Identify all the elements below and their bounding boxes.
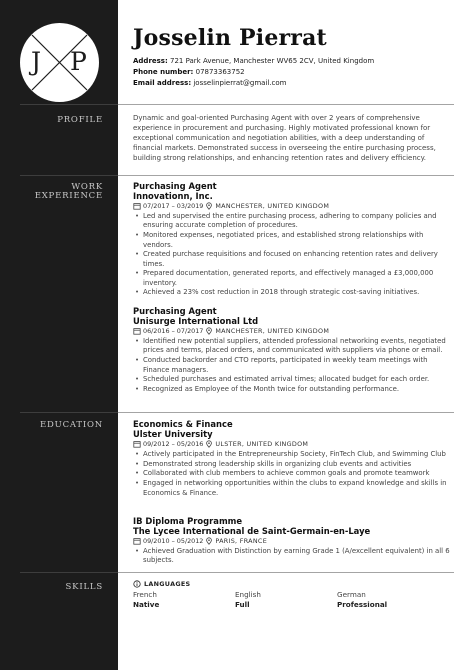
language-name: English bbox=[235, 590, 261, 599]
employer: Innovationn, Inc. bbox=[133, 191, 213, 201]
work-entry bbox=[133, 306, 451, 395]
language-name: German bbox=[337, 590, 366, 599]
contact-email bbox=[133, 78, 287, 89]
section-label-education: EDUCATION bbox=[40, 420, 103, 430]
candidate-name: Josselin Pierrat bbox=[133, 25, 327, 51]
education-location: ULSTER, UNITED KINGDOM bbox=[215, 440, 309, 448]
job-meta bbox=[133, 201, 451, 211]
avatar-initial-first: J bbox=[31, 47, 42, 76]
education-bullets bbox=[133, 450, 451, 498]
divider-profile bbox=[20, 104, 454, 105]
calendar-icon bbox=[133, 440, 141, 448]
list-item: • Created purchase requisitions and focused on enhancing retention rates and delivery times. bbox=[133, 250, 451, 269]
location-pin-icon bbox=[205, 202, 213, 210]
section-label-work-line1: WORK bbox=[71, 182, 103, 192]
location-pin-icon bbox=[205, 440, 213, 448]
divider-education bbox=[20, 412, 454, 413]
degree-title: IB Diploma Programme bbox=[133, 516, 243, 526]
education-entry bbox=[133, 516, 451, 566]
language-item bbox=[235, 590, 335, 610]
contact-phone bbox=[133, 67, 245, 78]
section-label-profile: PROFILE bbox=[57, 115, 103, 125]
job-meta bbox=[133, 326, 451, 336]
education-location: PARIS, FRANCE bbox=[215, 537, 268, 545]
calendar-icon bbox=[133, 202, 141, 210]
list-item: • Engaged in networking opportunities within the clubs to expand knowledge and skills in Economics & Finance. bbox=[133, 479, 451, 498]
language-item bbox=[337, 590, 437, 610]
avatar-initial-last: P bbox=[70, 47, 87, 76]
institution: The Lycee International de Saint-Germain-en-Laye bbox=[133, 526, 371, 536]
job-location: MANCHESTER, UNITED KINGDOM bbox=[215, 327, 330, 335]
languages-heading-text: LANGUAGES bbox=[144, 580, 191, 588]
institution: Ulster University bbox=[133, 429, 213, 439]
list-item: • Scheduled purchases and estimated arrival times; allocated budget for each order. bbox=[133, 375, 451, 384]
contact-address bbox=[133, 56, 374, 67]
section-label-work-line2: EXPERIENCE bbox=[34, 191, 103, 201]
calendar-icon bbox=[133, 327, 141, 335]
degree-title: Economics & Finance bbox=[133, 419, 233, 429]
info-icon bbox=[133, 580, 141, 588]
education-meta bbox=[133, 536, 451, 546]
phone-value: 07873363752 bbox=[195, 68, 245, 76]
education-entry bbox=[133, 419, 451, 498]
location-pin-icon bbox=[205, 327, 213, 335]
avatar bbox=[20, 23, 99, 102]
education-bullets bbox=[133, 547, 451, 566]
language-name: French bbox=[133, 590, 157, 599]
list-item: • Achieved a 23% cost reduction in 2018 through strategic cost-saving initiatives. bbox=[133, 288, 451, 297]
divider-skills bbox=[20, 572, 454, 573]
profile-summary: Dynamic and goal-oriented Purchasing Agent with over 2 years of comprehensive experience in procurement and purchasing. Highly motivated professional known for exceptional communication and negotiation abilities, with a deep understanding of financial markets. Demonstrated success in overseeing the entire purchasing process, building strong relationships, and enhancing retention rates and delivery efficiency. bbox=[133, 114, 436, 163]
email-label: Email address: bbox=[133, 79, 192, 87]
education-dates: 09/2012 – 05/2016 bbox=[143, 440, 204, 448]
list-item: • Identified new potential suppliers, attended professional networking events, negotiated prices and terms, placed orders, and communicated with suppliers via phone or email. bbox=[133, 337, 451, 356]
email-value: josselinpierrat@gmail.com bbox=[193, 79, 287, 87]
education-dates: 09/2010 – 05/2012 bbox=[143, 537, 204, 545]
list-item: • Demonstrated strong leadership skills in organizing club events and activities bbox=[133, 460, 451, 469]
list-item: • Conducted backorder and CTO reports, participated in weekly team meetings with Finance managers. bbox=[133, 356, 451, 375]
language-level: Full bbox=[235, 600, 250, 609]
language-level: Native bbox=[133, 600, 160, 609]
language-item bbox=[133, 590, 233, 610]
job-location: MANCHESTER, UNITED KINGDOM bbox=[215, 202, 330, 210]
address-value: 721 Park Avenue, Manchester WV65 2CV, United Kingdom bbox=[170, 57, 375, 65]
divider-work bbox=[20, 175, 454, 176]
job-dates: 07/2017 – 03/2019 bbox=[143, 202, 204, 210]
list-item: • Led and supervised the entire purchasing process, adhering to company policies and ensuring accurate completion of procedures. bbox=[133, 212, 451, 231]
languages-heading bbox=[133, 580, 190, 588]
employer: Unisurge International Ltd bbox=[133, 316, 259, 326]
language-level: Professional bbox=[337, 600, 388, 609]
education-meta bbox=[133, 439, 451, 449]
address-label: Address: bbox=[133, 57, 168, 65]
list-item: • Prepared documentation, generated reports, and effectively managed a £3,000,000 inventory. bbox=[133, 269, 451, 288]
list-item: • Collaborated with club members to achieve common goals and promote teamwork bbox=[133, 469, 451, 478]
job-bullets bbox=[133, 337, 451, 394]
list-item: • Achieved Graduation with Distinction by earning Grade 1 (A/excellent equivalent) in all 6 subjects. bbox=[133, 547, 451, 566]
calendar-icon bbox=[133, 537, 141, 545]
job-title: Purchasing Agent bbox=[133, 181, 217, 191]
phone-label: Phone number: bbox=[133, 68, 194, 76]
job-dates: 06/2016 – 07/2017 bbox=[143, 327, 204, 335]
section-label-skills: SKILLS bbox=[65, 582, 103, 592]
list-item: • Monitored expenses, negotiated prices, and established strong relationships with vendors. bbox=[133, 231, 451, 250]
job-title: Purchasing Agent bbox=[133, 306, 217, 316]
list-item: • Actively participated in the Entrepreneurship Society, FinTech Club, and Swimming Club bbox=[133, 450, 451, 459]
job-bullets bbox=[133, 212, 451, 298]
work-entry bbox=[133, 181, 451, 298]
list-item: • Recognized as Employee of the Month twice for outstanding performance. bbox=[133, 385, 451, 394]
location-pin-icon bbox=[205, 537, 213, 545]
